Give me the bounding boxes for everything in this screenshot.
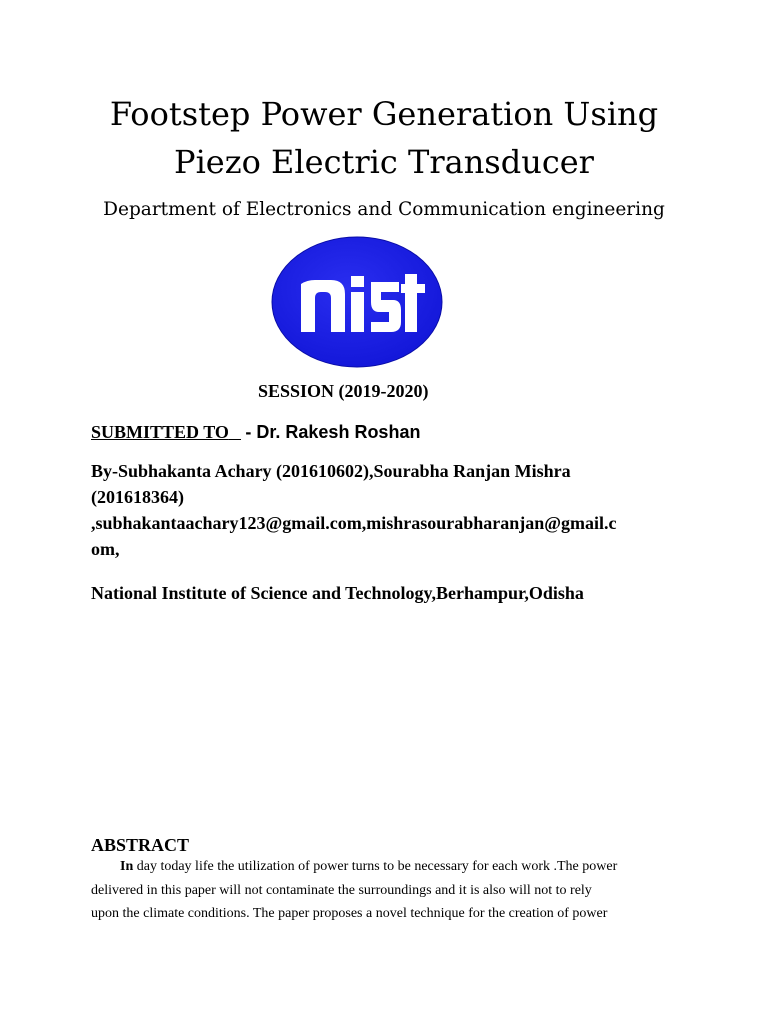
submitted-to-underline-gap bbox=[229, 421, 241, 440]
authors-line-1: By-Subhakanta Achary (201610602),Sourabha Ranjan Mishra bbox=[91, 461, 571, 481]
document-title-line-2: Piezo Electric Transducer bbox=[174, 143, 594, 181]
submitted-to-separator: - bbox=[245, 422, 257, 442]
abstract-lead-word: In bbox=[120, 859, 134, 874]
authors-block bbox=[91, 458, 691, 562]
abstract-line-1-text: day today life the utilization of power turns to be necessary for each work .The power bbox=[133, 859, 618, 874]
submitted-to-label: SUBMITTED TO bbox=[91, 422, 229, 442]
abstract-heading: ABSTRACT bbox=[91, 835, 190, 855]
abstract-line-1 bbox=[91, 855, 691, 879]
abstract-line-2: delivered in this paper will not contaminate the surroundings and it is also will not to rely bbox=[91, 882, 592, 898]
department-name: Department of Electronics and Communication engineering bbox=[103, 199, 665, 220]
document-title-line-1: Footstep Power Generation Using bbox=[109, 95, 659, 133]
institute-name: National Institute of Science and Technology,Berhampur,Odisha bbox=[91, 583, 584, 603]
abstract-body bbox=[91, 855, 691, 926]
authors-line-2: (201618364) bbox=[91, 487, 184, 507]
submitted-to-name: Dr. Rakesh Roshan bbox=[256, 422, 421, 442]
abstract-line-3: upon the climate conditions. The paper proposes a novel technique for the creation of power bbox=[91, 906, 608, 921]
authors-line-3: ,subhakantaachary123@gmail.com,mishrasourabharanjan@gmail.c bbox=[91, 513, 617, 533]
session-label: SESSION (2019-2020) bbox=[258, 381, 429, 401]
submitted-to bbox=[91, 418, 420, 446]
nist-logo bbox=[271, 236, 443, 368]
authors-line-4: om, bbox=[91, 539, 120, 559]
